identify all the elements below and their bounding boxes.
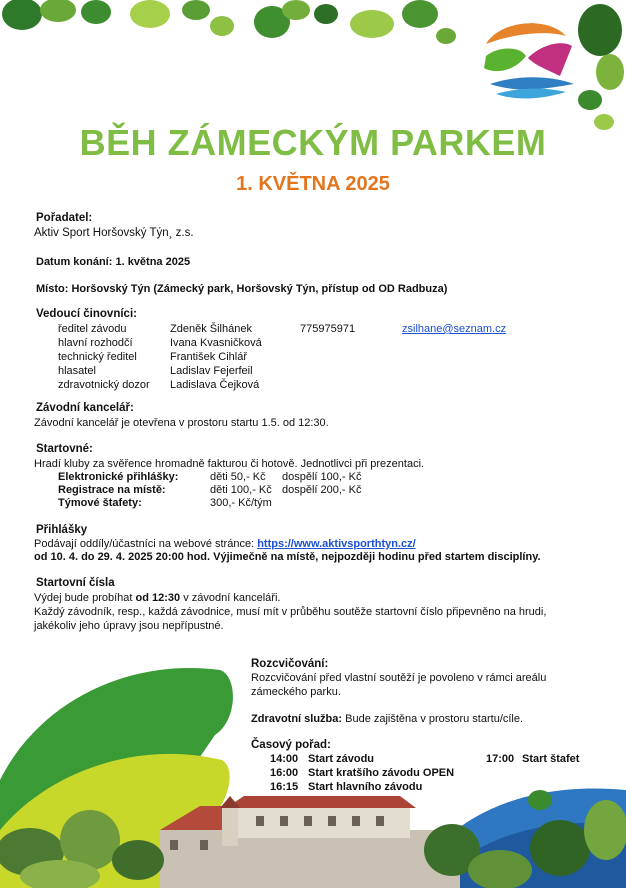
official-name: Ladislava Čejková xyxy=(170,379,260,391)
officials-label: Vedoucí činovníci: xyxy=(36,308,137,320)
start-numbers-line2: Každý závodník, resp., každá závodnice, musí mít v průběhu soutěže startovní číslo připevněno na hrudi, xyxy=(34,606,547,618)
fee-type: Registrace na místě: xyxy=(58,484,166,496)
schedule-table xyxy=(270,752,579,794)
medical-text: Bude zajištěna v prostoru startu/cíle. xyxy=(345,713,524,725)
registration-text: Podávají oddíly/účastníci na webové stránce: xyxy=(34,538,255,550)
event-date-heading: 1. KVĚTNA 2025 xyxy=(236,173,390,195)
race-office-label: Závodní kancelář: xyxy=(36,402,134,414)
schedule-time: 17:00 xyxy=(486,753,515,765)
place-line xyxy=(36,283,447,295)
official-email-link[interactable]: zsilhane@seznam.cz xyxy=(402,323,507,335)
schedule-time: 16:00 xyxy=(270,767,299,779)
schedule-event: Start závodu xyxy=(308,753,375,765)
start-numbers-text: Výdej bude probíhat xyxy=(34,592,133,604)
official-role: hlasatel xyxy=(58,365,96,377)
warmup-label: Rozcvičování: xyxy=(251,658,329,670)
event-date-label: Datum konání: xyxy=(36,256,113,268)
place-value: Horšovský Týn (Zámecký park, Horšovský Týn, přístup od OD Radbuza) xyxy=(71,283,448,295)
official-row xyxy=(58,364,506,378)
officials-table xyxy=(58,322,506,392)
page-title: BĚH ZÁMECKÝM PARKEM xyxy=(79,122,547,163)
start-numbers-line1 xyxy=(34,591,280,605)
registration-url-link[interactable]: https://www.aktivsporthtyn.cz/ xyxy=(257,538,416,550)
start-numbers-place: v závodní kanceláři. xyxy=(183,592,281,604)
schedule-event: Start kratšího závodu OPEN xyxy=(308,767,455,779)
race-office-text: Závodní kancelář je otevřena v prostoru startu 1.5. od 12:30. xyxy=(34,417,329,429)
warmup-line1: Rozcvičování před vlastní soutěží je povoleno v rámci areálu xyxy=(251,672,547,684)
place-label: Místo: xyxy=(36,283,69,295)
fees-table xyxy=(58,471,362,510)
start-numbers-line3: jakékoliv jeho úpravy jsou nepřípustné. xyxy=(34,620,224,632)
official-name: František Cihlář xyxy=(170,351,248,363)
fee-adults: dospělí 100,- Kč xyxy=(282,471,362,483)
fee-children: 300,- Kč/tým xyxy=(210,497,272,509)
event-date-line xyxy=(36,256,190,268)
fees-intro: Hradí kluby za svěřence hromadně fakturou či hotově. Jednotlivci při prezentaci. xyxy=(34,458,425,470)
fee-type: Elektronické přihlášky: xyxy=(58,471,179,483)
schedule-time: 14:00 xyxy=(270,753,299,765)
fee-type: Týmové štafety: xyxy=(58,497,142,509)
official-phone: 775975971 xyxy=(300,323,356,335)
official-name: Ladislav Fejerfeil xyxy=(170,365,253,377)
registration-line xyxy=(34,537,416,551)
fees-label: Startovné: xyxy=(36,443,93,455)
schedule-event: Start štafet xyxy=(522,753,580,765)
event-date-value: 1. května 2025 xyxy=(115,256,191,268)
schedule-event: Start hlavního závodu xyxy=(308,781,423,793)
official-row xyxy=(58,322,506,336)
organizer-name: Aktiv Sport Horšovský Týn¸ z.s. xyxy=(34,227,194,239)
official-row xyxy=(58,378,506,392)
registration-label: Přihlášky xyxy=(36,524,88,536)
official-role: technický ředitel xyxy=(58,351,137,363)
schedule-item xyxy=(270,766,579,780)
official-name: Ivana Kvasničková xyxy=(170,337,262,349)
fee-row xyxy=(58,471,362,484)
registration-deadline: od 10. 4. do 29. 4. 2025 20:00 hod. Výjimečně na místě, nejpozději hodinu před startem disciplíny. xyxy=(34,551,541,563)
fee-adults: dospělí 200,- Kč xyxy=(282,484,362,496)
warmup-line2: zámeckého parku. xyxy=(251,686,341,698)
official-role: ředitel závodu xyxy=(58,323,127,335)
official-role: zdravotnický dozor xyxy=(58,379,150,391)
official-row xyxy=(58,350,506,364)
schedule-label: Časový pořad: xyxy=(251,739,331,751)
official-row xyxy=(58,336,506,350)
official-role: hlavní rozhodčí xyxy=(58,337,133,349)
fee-children: děti 50,- Kč xyxy=(210,471,266,483)
schedule-item xyxy=(270,752,579,766)
organizer-label: Pořadatel: xyxy=(36,212,93,224)
fee-row xyxy=(58,497,362,510)
fee-row xyxy=(58,484,362,497)
schedule-time: 16:15 xyxy=(270,781,299,793)
fee-children: děti 100,- Kč xyxy=(210,484,272,496)
official-name: Zdeněk Šilhánek xyxy=(170,323,252,335)
start-numbers-label: Startovní čísla xyxy=(36,577,115,589)
start-numbers-time: od 12:30 xyxy=(135,592,181,604)
schedule-item xyxy=(270,780,579,794)
medical-label: Zdravotní služba: xyxy=(251,713,343,725)
medical-line xyxy=(251,712,523,726)
